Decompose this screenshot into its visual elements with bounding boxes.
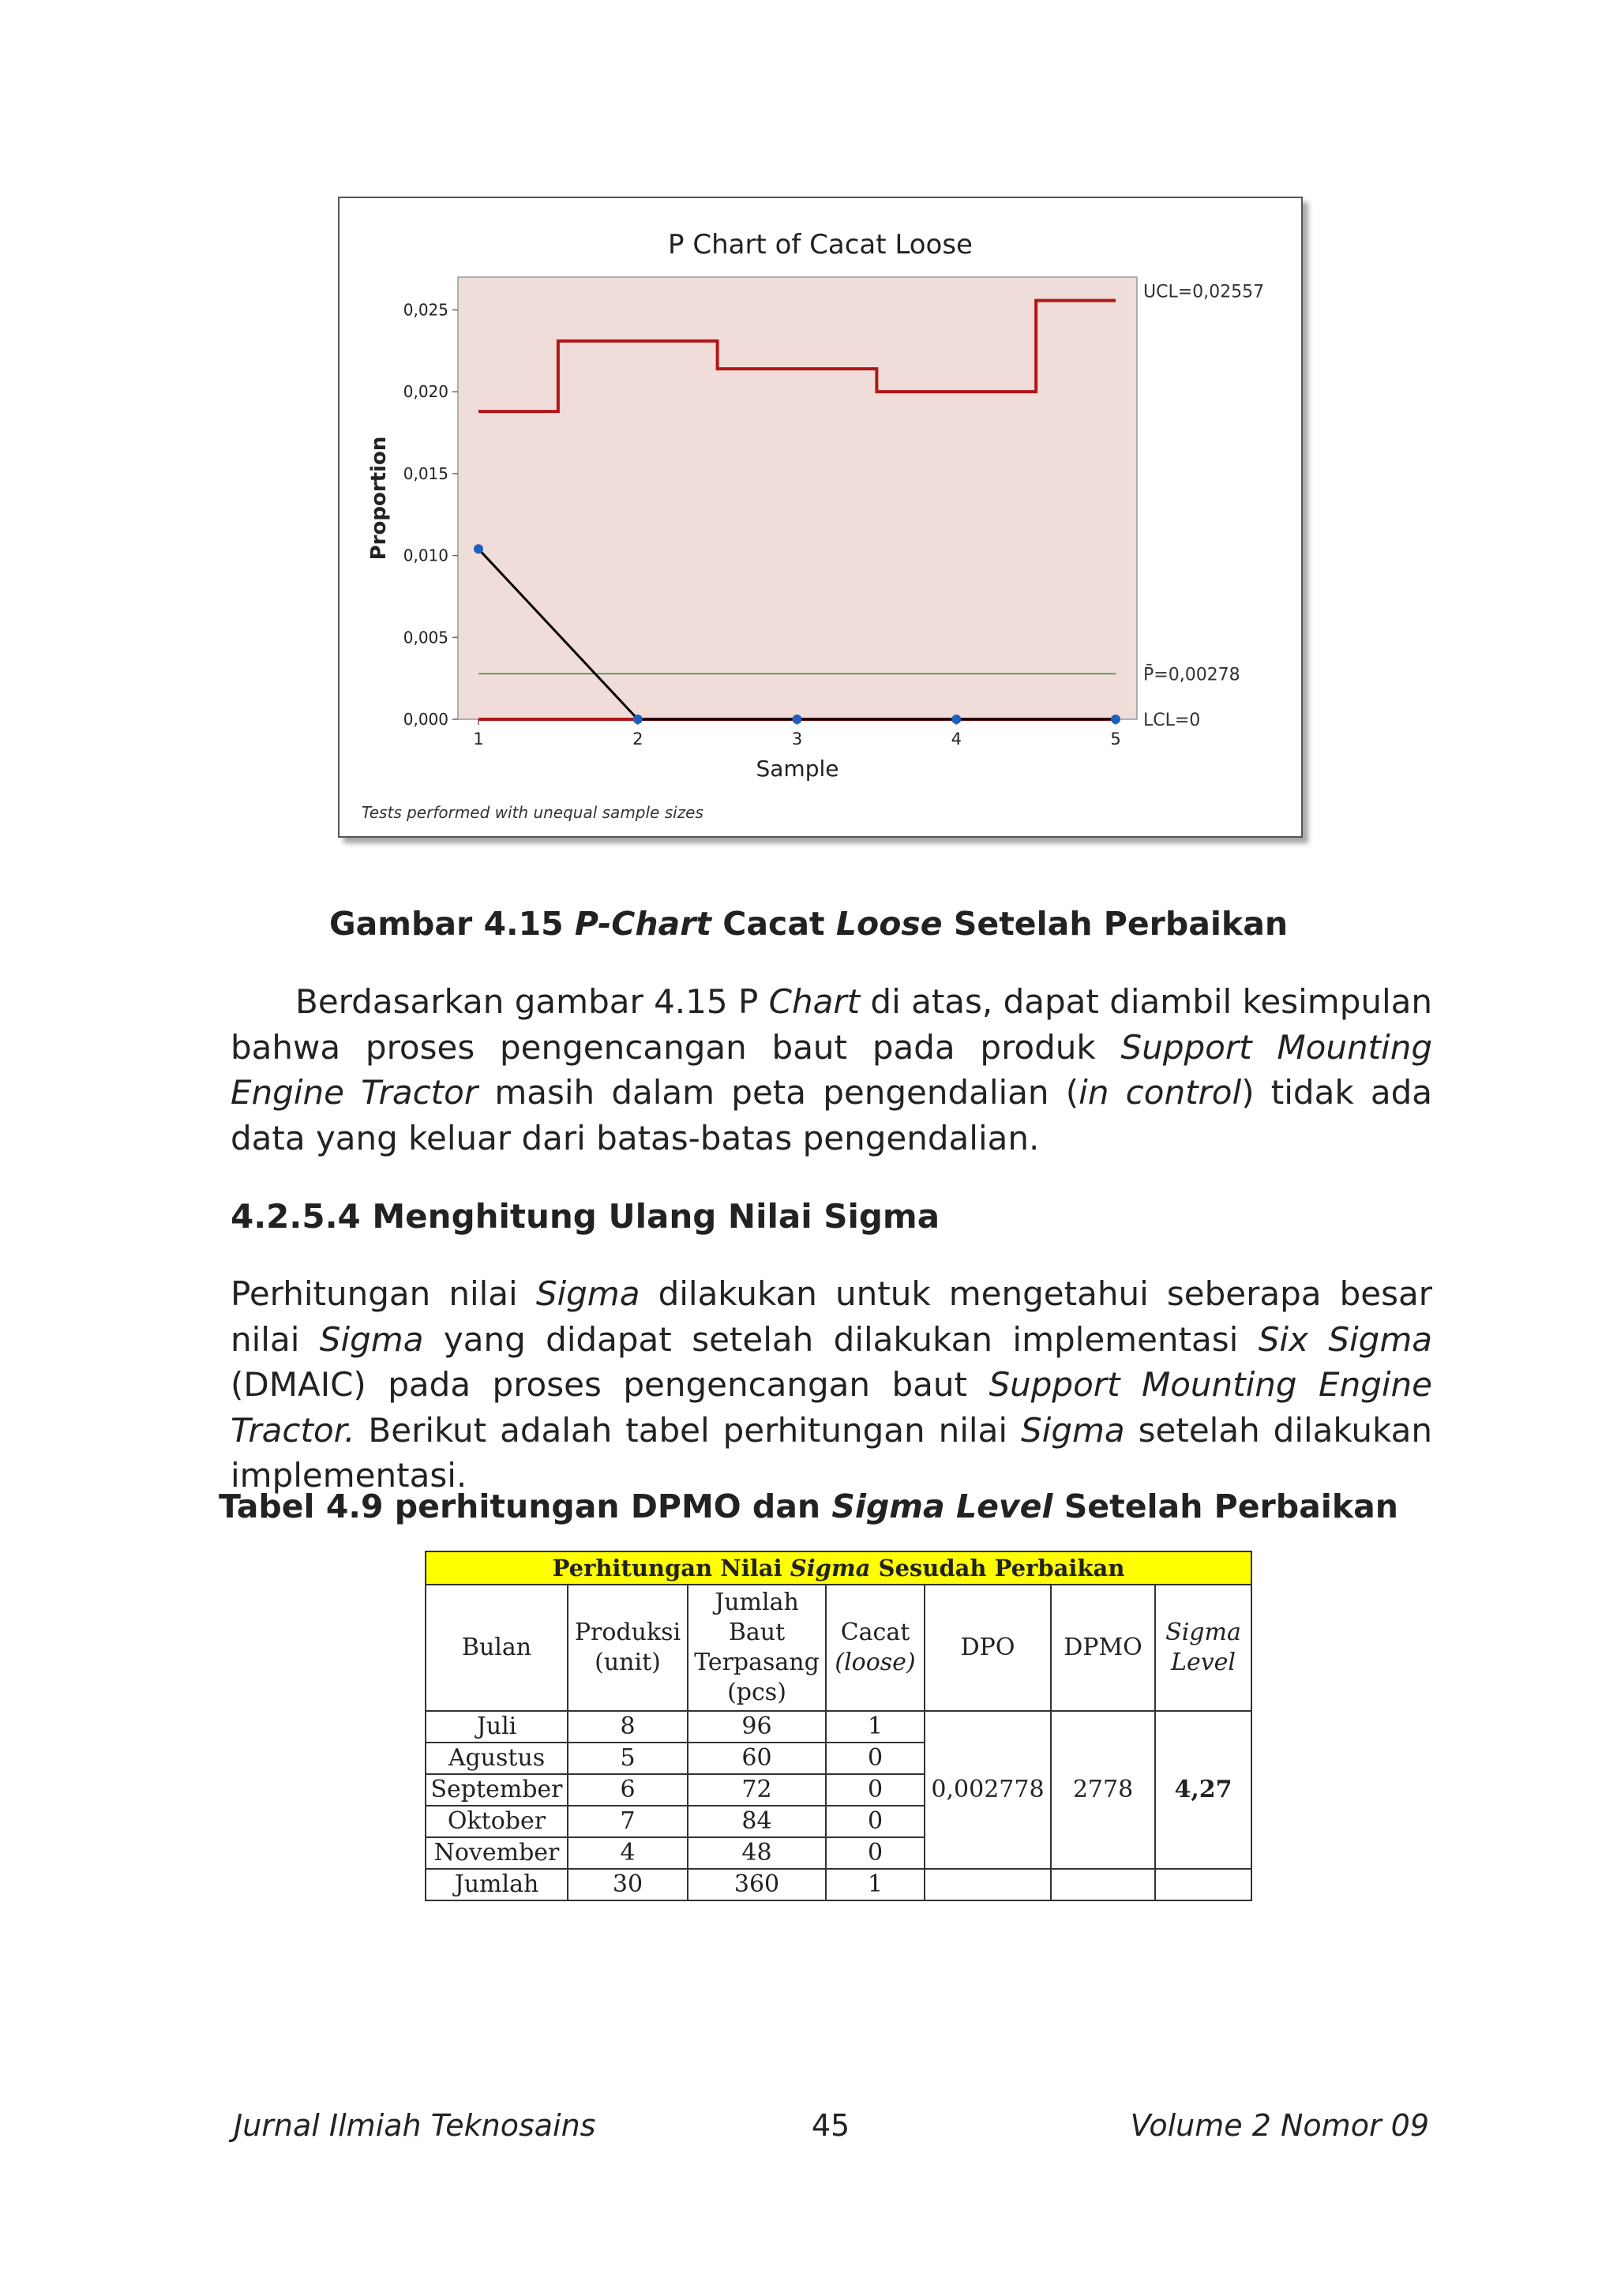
x-tick-label: 4 — [951, 730, 962, 748]
header-jumlah-line3: Terpasang — [694, 1649, 820, 1676]
cell-produksi: 8 — [568, 1711, 688, 1743]
para2-italic-1: Sigma — [535, 1274, 640, 1313]
para1-text-3: masih dalam peta pengendalian ( — [478, 1073, 1079, 1112]
footer-volume: Volume 2 Nomor 09 — [1130, 2108, 1429, 2143]
cell-cacat: 0 — [826, 1806, 925, 1837]
header-dpmo: DPMO — [1051, 1585, 1155, 1711]
para2-text-2: dilakukan untuk mengetahui seberapa besar nilai — [231, 1274, 1432, 1359]
cell-produksi: 6 — [568, 1774, 688, 1806]
y-tick-label: 0,000 — [403, 710, 448, 729]
data-point — [474, 544, 483, 553]
para2-text-5: Berikut adalah tabel perhitungan nilai — [355, 1410, 1021, 1450]
cell-cacat: 0 — [826, 1743, 925, 1774]
cell-baut: 60 — [688, 1743, 826, 1774]
cell-baut: 48 — [688, 1837, 826, 1869]
para1-italic-3: in control — [1079, 1073, 1242, 1112]
para2-text-4: (DMAIC) pada proses pengencangan baut — [231, 1365, 989, 1404]
cell-empty — [1051, 1869, 1155, 1900]
cell-baut: 360 — [688, 1869, 826, 1900]
header-bulan: Bulan — [426, 1585, 568, 1711]
cell-empty — [1155, 1869, 1251, 1900]
header-produksi-line1: Produksi — [574, 1619, 681, 1646]
table-title-post: Sesudah Perbaikan — [870, 1555, 1125, 1581]
cell-bulan: Agustus — [426, 1743, 568, 1774]
cell-sigma-level: 4,27 — [1155, 1711, 1251, 1869]
table-caption-italic: Sigma Level — [831, 1488, 1053, 1525]
figure-caption-end: Setelah Perbaikan — [942, 905, 1289, 943]
header-sigma-level — [1155, 1585, 1251, 1711]
y-tick-label: 0,020 — [403, 382, 448, 402]
table-title-row — [426, 1551, 1251, 1585]
header-cacat-line1: Cacat — [840, 1619, 910, 1646]
cell-produksi: 7 — [568, 1806, 688, 1837]
cell-bulan: Oktober — [426, 1806, 568, 1837]
lcl-label: LCL=0 — [1143, 711, 1201, 730]
header-produksi — [568, 1585, 688, 1711]
x-tick-label: 1 — [473, 730, 484, 748]
cell-baut: 72 — [688, 1774, 826, 1806]
para2-italic-3: Six Sigma — [1258, 1319, 1432, 1359]
para1-text-2: di atas, dapat diambil kesimpulan bahwa proses pengencangan baut pada produk — [231, 982, 1432, 1067]
table-title-italic: Sigma — [790, 1555, 871, 1581]
cell-cacat: 0 — [826, 1774, 925, 1806]
table-title — [426, 1551, 1251, 1585]
cell-bulan: Juli — [426, 1711, 568, 1743]
header-jumlah-line4: (pcs) — [727, 1679, 786, 1706]
cell-baut: 96 — [688, 1711, 826, 1743]
cell-cacat: 0 — [826, 1837, 925, 1869]
ucl-label: UCL=0,02557 — [1143, 282, 1265, 302]
center-label: P̄=0,00278 — [1143, 665, 1240, 685]
section-heading: 4.2.5.4 Menghitung Ulang Nilai Sigma — [231, 1197, 940, 1236]
footer-journal: Jurnal Ilmiah Teknosains — [234, 2108, 596, 2143]
figure-caption-mid: Cacat — [711, 905, 836, 943]
cell-cacat: 1 — [826, 1869, 925, 1900]
para2-italic-2: Sigma — [319, 1319, 424, 1359]
x-tick-label: 3 — [791, 730, 803, 748]
sigma-table — [425, 1551, 1252, 1901]
para1-italic-2: Support Mounting Engine Tractor — [231, 1027, 1432, 1112]
chart-title: P Chart of Cacat Loose — [668, 229, 973, 261]
header-cacat-line2: (loose) — [835, 1649, 916, 1676]
para2-text-1: Perhitungan nilai — [231, 1274, 536, 1313]
para2-italic-4: Support Mounting Engine Tractor. — [231, 1365, 1433, 1450]
cell-produksi: 30 — [568, 1869, 688, 1900]
para2-text-6: setelah dilakukan implementasi. — [231, 1410, 1432, 1495]
conclusion-paragraph — [231, 979, 1432, 1161]
data-point — [793, 715, 802, 724]
cell-baut: 84 — [688, 1806, 826, 1837]
x-tick-label: 5 — [1110, 730, 1121, 748]
header-sigma-line2: Level — [1171, 1649, 1236, 1676]
header-dpo: DPO — [925, 1585, 1051, 1711]
table-row — [426, 1711, 1251, 1743]
para1-text-1: Berdasarkan gambar 4.15 P — [295, 982, 769, 1021]
p-chart — [340, 198, 1301, 836]
figure-caption-italic-2: Loose — [835, 905, 943, 943]
figure-caption-italic-1: P-Chart — [574, 905, 712, 943]
header-sigma-line1: Sigma — [1165, 1619, 1241, 1646]
header-produksi-line2: (unit) — [595, 1649, 661, 1676]
chart-footnote: Tests performed with unequal sample sizes — [362, 803, 703, 822]
p-chart-figure — [338, 197, 1303, 838]
para1-italic-1: Chart — [768, 982, 861, 1021]
y-tick-label: 0,010 — [403, 546, 448, 565]
cell-bulan: Jumlah — [426, 1869, 568, 1900]
table-header-row — [426, 1585, 1251, 1711]
cell-bulan: November — [426, 1837, 568, 1869]
table-caption-text-1: Tabel 4.9 perhitungan DPMO dan — [219, 1488, 832, 1525]
figure-caption — [0, 905, 1617, 943]
header-cacat — [826, 1585, 925, 1711]
table-total-row — [426, 1869, 1251, 1900]
footer-page-number: 45 — [811, 2108, 850, 2143]
table-caption-text-2: Setelah Perbaikan — [1052, 1488, 1398, 1525]
x-axis-label: Sample — [756, 756, 839, 782]
para2-italic-5: Sigma — [1021, 1410, 1125, 1450]
header-jumlah-line2: Baut — [728, 1619, 786, 1646]
y-tick-label: 0,005 — [403, 628, 448, 647]
header-jumlah-line1: Jumlah — [715, 1589, 799, 1616]
cell-dpo: 0,002778 — [925, 1711, 1051, 1869]
data-point — [951, 715, 961, 724]
y-tick-label: 0,025 — [403, 300, 448, 320]
para2-text-3: yang didapat setelah dilakukan implementasi — [423, 1319, 1259, 1359]
cell-produksi: 5 — [568, 1743, 688, 1774]
cell-empty — [925, 1869, 1051, 1900]
y-tick-label: 0,015 — [403, 463, 448, 483]
table-caption — [0, 1488, 1617, 1525]
cell-dpmo: 2778 — [1051, 1711, 1155, 1869]
cell-produksi: 4 — [568, 1837, 688, 1869]
y-axis-label: Proportion — [367, 436, 391, 561]
sigma-paragraph — [231, 1271, 1432, 1499]
data-point — [633, 715, 643, 724]
cell-bulan: September — [426, 1774, 568, 1806]
header-jumlah-baut — [688, 1585, 826, 1711]
data-point — [1111, 715, 1120, 724]
x-tick-label: 2 — [632, 730, 643, 748]
cell-cacat: 1 — [826, 1711, 925, 1743]
table-title-pre: Perhitungan Nilai — [552, 1555, 790, 1581]
figure-caption-prefix: Gambar 4.15 — [328, 905, 575, 943]
para1-text-4: ) tidak ada data yang keluar dari batas-batas pengendalian. — [231, 1073, 1433, 1157]
